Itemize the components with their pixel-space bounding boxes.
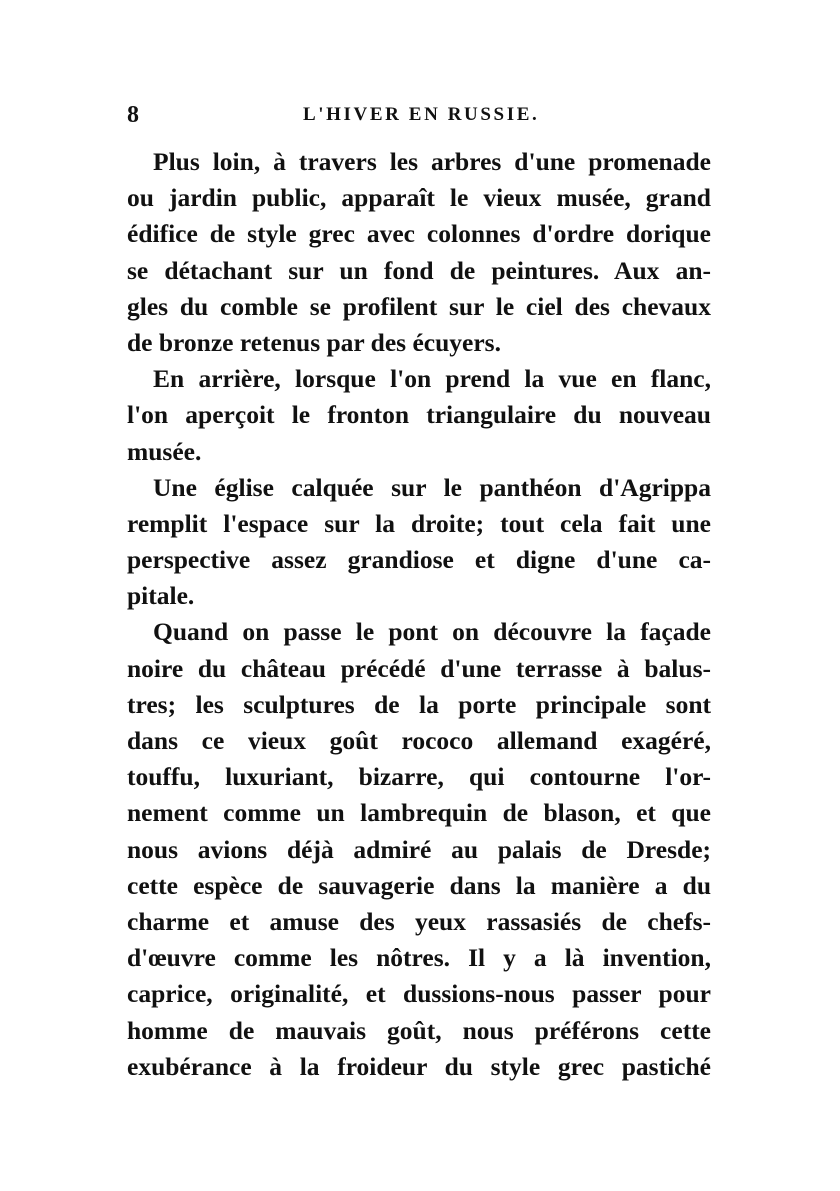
body-text (127, 144, 711, 1085)
running-title: L'HIVER EN RUSSIE. (303, 104, 540, 125)
text-line: Une église calquée sur le panthéon d'Agrippa (153, 472, 711, 502)
text-line: d'œuvre comme les nôtres. Il y a là invention, (127, 943, 711, 973)
text-line: exubérance à la froideur du style grec pastiché (127, 1051, 711, 1081)
text-line: charme et amuse des yeux rassasiés de chefs- (127, 906, 711, 936)
text-line: Quand on passe le pont on découvre la façade (153, 617, 711, 647)
text-line: édifice de style grec avec colonnes d'ordre dorique (127, 219, 711, 249)
text-line: se détachant sur un fond de peintures. Aux an- (127, 255, 711, 285)
text-line: pitale. (127, 581, 195, 611)
text-line: perspective assez grandiose et digne d'une ca- (127, 545, 711, 575)
text-line: caprice, originalité, et dussions-nous passer pour (127, 979, 711, 1009)
text-line: remplit l'espace sur la droite; tout cela fait une (127, 508, 711, 538)
paragraph-1 (127, 144, 711, 361)
paragraph-3 (127, 470, 711, 615)
text-line: Plus loin, à travers les arbres d'une promenade (153, 147, 711, 176)
paragraph-4 (127, 614, 711, 1084)
text-line: nous avions déjà admiré au palais de Dresde; (127, 834, 711, 864)
text-line: cette espèce de sauvagerie dans la manière a du (127, 870, 711, 900)
page-number: 8 (127, 102, 139, 128)
text-line: noire du château précédé d'une terrasse à balus- (127, 653, 711, 683)
text-line: touffu, luxuriant, bizarre, qui contourne l'or- (127, 762, 711, 792)
text-line: gles du comble se profilent sur le ciel des chevaux (127, 291, 711, 321)
paragraph-2 (127, 361, 711, 470)
text-line: homme de mauvais goût, nous préférons cette (127, 1015, 711, 1045)
text-line: musée. (127, 436, 202, 466)
running-head (125, 98, 717, 132)
text-line: l'on aperçoit le fronton triangulaire du nouveau (127, 400, 711, 430)
text-line: dans ce vieux goût rococo allemand exagéré, (127, 726, 711, 755)
text-line: de bronze retenus par des écuyers. (127, 327, 501, 357)
text-line: ou jardin public, apparaît le vieux musée, grand (127, 183, 711, 213)
text-line: tres; les sculptures de la porte principale sont (127, 689, 711, 719)
text-line: En arrière, lorsque l'on prend la vue en flanc, (153, 364, 711, 394)
text-line: nement comme un lambrequin de blason, et que (127, 798, 711, 828)
